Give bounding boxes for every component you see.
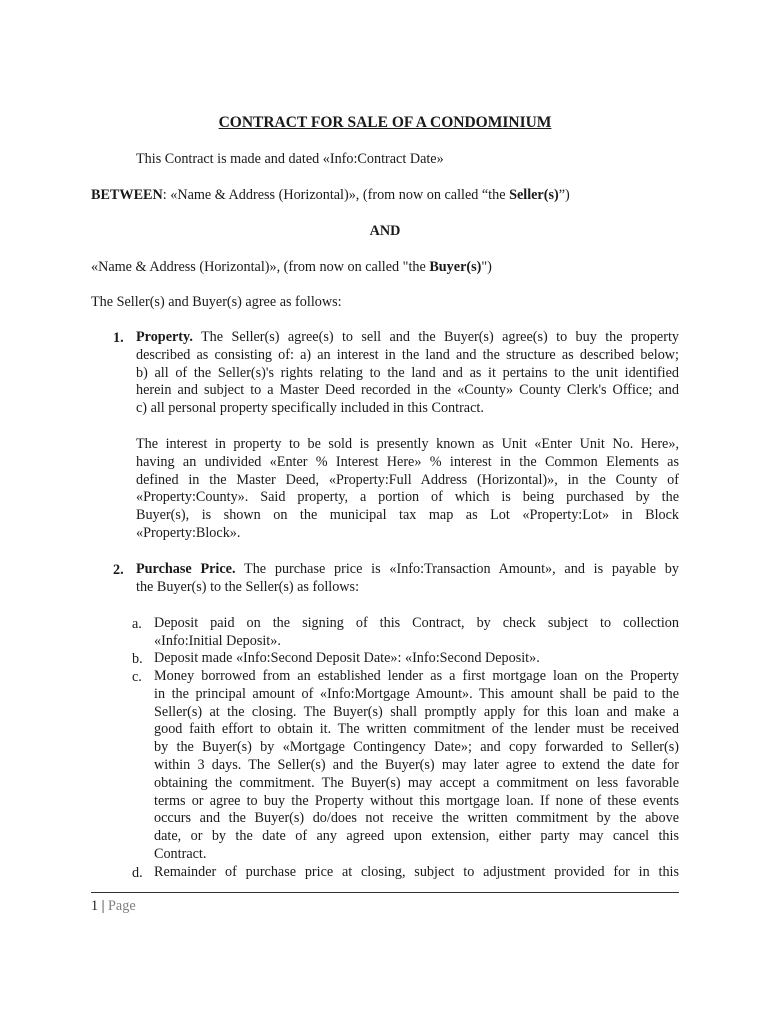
item-line: «Info:Initial Deposit».	[154, 632, 281, 649]
item-line: Deposit paid on the signing of this Contract, by check subject to collection	[154, 615, 679, 631]
item-line: Money borrowed from an established lender as a first mortgage loan on the Property	[154, 668, 679, 684]
page-separator: |	[98, 898, 109, 914]
item-c-letter: c.	[132, 669, 142, 685]
item-b-text	[154, 650, 679, 668]
intro-line: This Contract is made and dated «Info:Contract Date»	[136, 151, 444, 167]
section-1-heading: Property.	[136, 329, 193, 345]
section-1-line: b) all of the Seller(s)'s rights relating to the land and as it pertains to the unit identified	[136, 364, 679, 381]
item-line: by the Buyer(s) by «Mortgage Contingency Date»; and copy forwarded to Seller(s)	[154, 739, 679, 756]
section-1-line: herein and subject to a Master Deed recorded in the «County» County Clerk's Office; and	[136, 382, 679, 399]
section-2-line: the Buyer(s) to the Seller(s) as follows:	[136, 578, 360, 595]
section-1-line: Property. The Seller(s) agree(s) to sell and the Buyer(s) agree(s) to buy the property	[136, 329, 679, 345]
section-1-line: c) all personal property specifically included in this Contract.	[136, 400, 484, 417]
page-footer	[91, 897, 136, 915]
seller-role: Seller(s)	[509, 187, 559, 203]
item-line: good faith effort to obtain it. The written commitment of the lender must be received	[154, 721, 679, 738]
section-1-p2-line: The interest in property to be sold is presently known as Unit «Enter Unit No. Here»,	[136, 436, 679, 452]
and-label: AND	[369, 223, 401, 239]
item-line: Remainder of purchase price at closing, subject to adjustment provided for in this	[154, 864, 679, 880]
between-end: ”)	[558, 187, 570, 203]
item-c-text	[154, 668, 679, 864]
section-2-line: Purchase Price. The purchase price is «Info:Transaction Amount», and is payable by	[136, 561, 679, 577]
section-1-p2-line: «Property:Block».	[136, 524, 241, 541]
between-line	[91, 186, 570, 204]
document-title: CONTRACT FOR SALE OF A CONDOMINIUM	[218, 114, 552, 131]
item-line: in the principal amount of «Info:Mortgage Amount». This amount shall be paid to the	[154, 685, 679, 702]
item-line: Contract.	[154, 845, 207, 862]
buyer-text: «Name & Address (Horizontal)», (from now on called "the	[91, 259, 430, 275]
section-1-paragraph-2	[136, 436, 679, 543]
item-line: date, or by the date of any agreed upon extension, either party may cancel this	[154, 828, 679, 845]
footer-divider	[91, 892, 679, 893]
buyer-line	[91, 258, 492, 276]
item-a-text	[154, 615, 679, 651]
item-line: within 3 days. The Seller(s) and the Buyer(s) may later agree to extend the date for	[154, 756, 679, 773]
item-line: Seller(s) at the closing. The Buyer(s) shall promptly apply for this loan and make a	[154, 703, 679, 720]
item-d-letter: d.	[132, 865, 143, 881]
section-1-p2-line: having an undivided «Enter % Interest Here» % interest in the Common Elements as	[136, 453, 679, 470]
section-1-number: 1.	[113, 330, 124, 346]
section-2-paragraph	[136, 561, 679, 597]
section-2-heading: Purchase Price.	[136, 561, 236, 577]
item-line: occurs and the Buyer(s) do/does not receive the written commitment by the above	[154, 810, 679, 827]
section-1-paragraph	[136, 329, 679, 418]
section-1-p2-line: defined in the Master Deed, «Property:Full Address (Horizontal)», in the County of	[136, 471, 679, 488]
between-text: : «Name & Address (Horizontal)», (from now on called “the	[162, 187, 510, 203]
section-2-number: 2.	[113, 562, 124, 578]
item-line: obtaining the commitment. The Buyer(s) may accept a commitment on less favorable	[154, 774, 679, 791]
section-1-line: described as consisting of: a) an interest in the land and the structure as described below;	[136, 346, 679, 363]
buyer-role: Buyer(s)	[429, 259, 482, 275]
page-word: Page	[108, 898, 136, 914]
item-d-text	[154, 864, 679, 882]
item-line: Deposit made «Info:Second Deposit Date»: «Info:Second Deposit».	[154, 650, 540, 666]
item-line: terms or agree to buy the Property without this mortgage loan. If none of these events	[154, 792, 679, 809]
buyer-end: ")	[481, 259, 492, 275]
section-1-p2-line: «Property:County». Said property, a portion of which is being purchased by the	[136, 489, 679, 506]
section-1-p2-line: Buyer(s), is shown on the municipal tax map as Lot «Property:Lot» in Block	[136, 507, 679, 524]
item-b-letter: b.	[132, 651, 143, 667]
agree-line: The Seller(s) and Buyer(s) agree as follows:	[91, 294, 342, 310]
page-number: 1	[91, 898, 99, 914]
between-label: BETWEEN	[91, 187, 163, 203]
item-a-letter: a.	[132, 616, 142, 632]
